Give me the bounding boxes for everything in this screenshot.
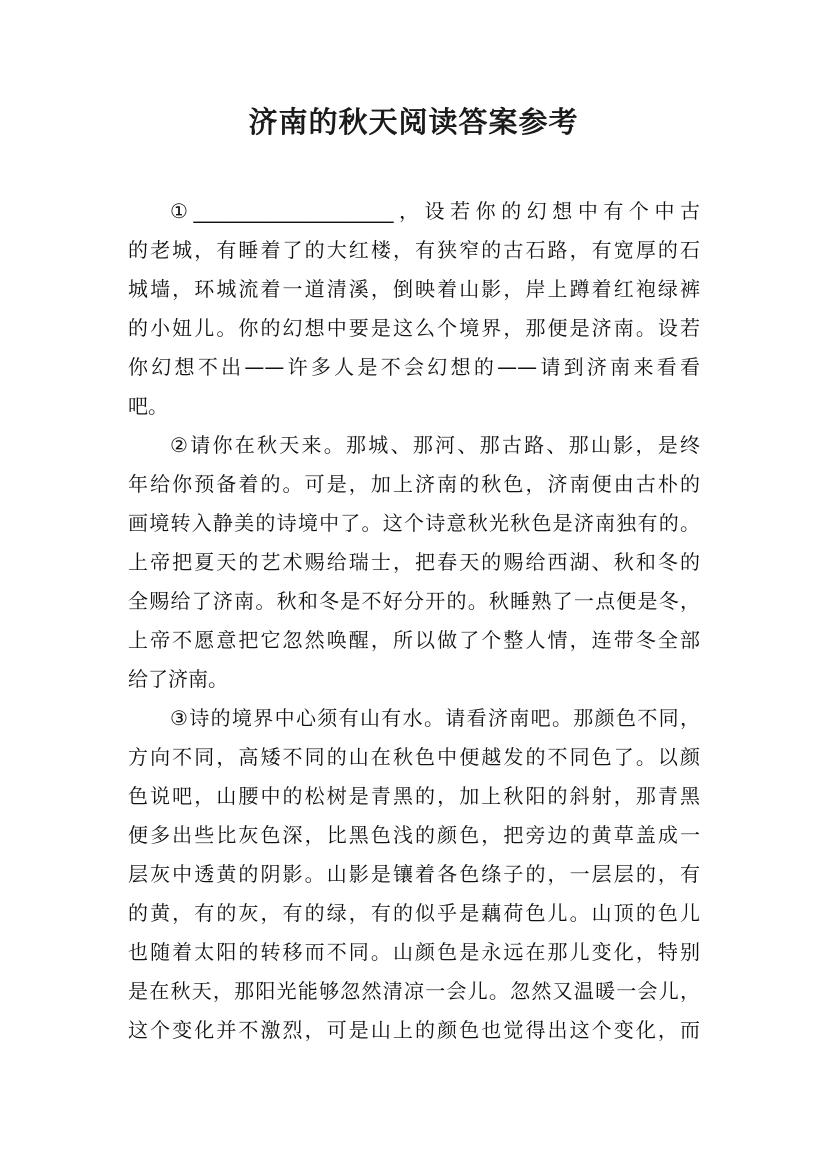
paragraph-1-line-4: 的小妞儿。你的幻想中要是这么个境界，那便是济南。设若 (128, 316, 700, 340)
paragraph-3-line-8: 是在秋天，那阳光能够忽然清凉一会儿。忽然又温暖一会儿， (128, 979, 700, 1003)
paragraph-3-line-1: ③诗的境界中心须有山有水。请看济南吧。那颜色不同， (170, 706, 700, 730)
paragraph-3-line-4: 便多出些比灰色深，比黑色浅的颜色，把旁边的黄草盖成一 (128, 823, 700, 847)
document-title: 济南的秋天阅读答案参考 (248, 105, 579, 139)
paragraph-2-line-3: 画境转入静美的诗境中了。这个诗意秋光秋色是济南独有的。 (128, 511, 700, 535)
paragraph-2-line-7: 给了济南。 (128, 667, 228, 691)
paragraph-1-line-3: 城墙，环城流着一道清溪，倒映着山影，岸上蹲着红袍绿裤 (128, 277, 700, 301)
paragraph-1-line-2: 的老城，有睡着了的大红楼，有狭窄的古石路，有宽厚的石 (128, 238, 700, 262)
paragraph-3-line-9: 这个变化并不激烈，可是山上的颜色也觉得出这个变化，而 (128, 1018, 700, 1042)
paragraph-2-line-1: ②请你在秋天来。那城、那河、那古路、那山影，是终 (170, 433, 700, 457)
paragraph-1-line-5: 你幻想不出——许多人是不会幻想的——请到济南来看看 (128, 355, 700, 379)
paragraph-2-line-6: 上帝不愿意把它忽然唤醒，所以做了个整人情，连带冬全部 (128, 628, 700, 652)
paragraph-3-line-5: 层灰中透黄的阴影。山影是镶着各色绦子的，一层层的，有 (128, 862, 700, 886)
paragraph-2-line-5: 全赐给了济南。秋和冬是不好分开的。秋睡熟了一点便是冬， (128, 589, 700, 613)
paragraph-1-line-1: ①____________________，设若你的幻想中有个中古 (170, 199, 700, 223)
paragraph-1-line-6: 吧。 (128, 394, 168, 418)
paragraph-3-line-2: 方向不同，高矮不同的山在秋色中便越发的不同色了。以颜 (128, 745, 700, 769)
paragraph-2-line-4: 上帝把夏天的艺术赐给瑞士，把春天的赐给西湖、秋和冬的 (128, 550, 700, 574)
paragraph-3-line-6: 的黄，有的灰，有的绿，有的似乎是藕荷色儿。山顶的色儿 (128, 901, 700, 925)
paragraph-3-line-3: 色说吧，山腰中的松树是青黑的，加上秋阳的斜射，那青黑 (128, 784, 700, 808)
paragraph-2-line-2: 年给你预备着的。可是，加上济南的秋色，济南便由古朴的 (128, 472, 700, 496)
paragraph-3-line-7: 也随着太阳的转移而不同。山颜色是永远在那儿变化，特别 (128, 940, 700, 964)
